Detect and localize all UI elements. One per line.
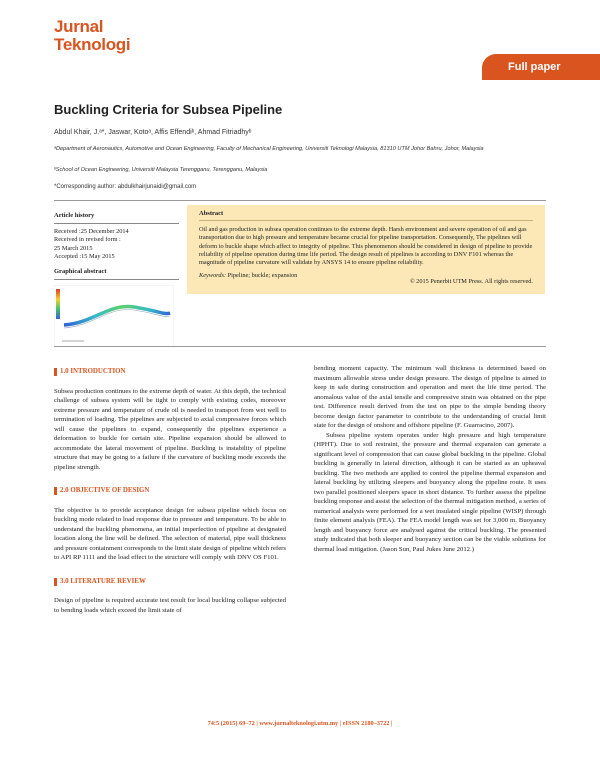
literature-continuation-paragraph: bending moment capacity. The minimum wall thickness is determined based on maximum allowable stress under design pressure. The design of pipeline is aimed to keep in safe during construction and operation and meet the life time period. The anomalous value of the axial tensile and compressive strain was obtained on the pipe test. Difference result derived from the test on pipe to the simple bending theory become design factor parameter to contribute to the understanding of crucial limit state for the design of onshore and offshore pipeline (F. Guarracino, 2007).	[314, 365, 546, 429]
article-history-panel	[54, 212, 179, 347]
abstract-divider	[54, 346, 546, 347]
objective-paragraph: The objective is to provide acceptance design for subsea pipeline which focus on buckling mode related to load response due to pressure and temperature. To be able to understand the buckling phenomena, an initial imperfection of pipeline at designated location along the line will be defined. The selection of material, pipe wall thickness and pressure containment corresponds to the limit state design of pipeline which refers to API RP 1111 and the load effect to the structure will comply with DNV OS F101.	[54, 506, 286, 561]
divider	[199, 220, 533, 221]
journal-name-line1: Jurnal	[54, 17, 104, 36]
abstract-box	[187, 205, 545, 294]
paper-title: Buckling Criteria for Subsea Pipeline	[54, 102, 283, 117]
article-history-heading: Article history	[54, 212, 95, 219]
header-divider	[54, 200, 546, 201]
section-heading-literature: 3.0 LITERATURE REVIEW	[54, 577, 286, 587]
divider	[54, 279, 179, 280]
accepted-date: Accepted :15 May 2015	[54, 252, 115, 260]
section-heading-objective: 2.0 OBJECTIVE OF DESIGN	[54, 486, 286, 496]
introduction-paragraph: Subsea production continues to the extreme depth of water. At this depth, the technical challenge of subsea system will be tight to comply with existing codes, moreover extreme pressure and temperature of crude oil is needed to transport from wet well to termination of loading. The pipelines are subjected to axial compressive forces which will cause the pipelines to expand, consequently the pipelines experience a deformation to buckle for certain site. Pipeline expansion should be allowed to accommodate the lateral movement of pipeline. Buckling is instability of pipeline structure that may be going to a failure if the curvature of buckling mode exceeds the pipeline strength.	[54, 387, 286, 471]
right-column	[314, 364, 546, 554]
copyright-notice: © 2015 Penerbit UTM Press. All rights reserved.	[409, 277, 533, 285]
pipeline-buckling-figure	[54, 285, 174, 347]
paper-authors: Abdul Khair, J.ᵃ*, Jaswar, Kotoᵃ, Affis Effendiᵇ, Ahmad Fitriadhyᵇ	[54, 129, 252, 136]
keywords-label: Keywords:	[199, 272, 227, 280]
divider	[54, 223, 179, 224]
revised-date: 25 March 2015	[54, 244, 93, 252]
literature-paragraph-2: Subsea pipeline system operates under high pressure and high temperature (HPHT). Due to soil restraint, the pressure and thermal expansion can generate a significant level of compression that can cause global buckling in the pipeline. Global buckling is generally in lateral direction, although it can be started as an upheaval buckling. The two methods are applied to control the pipeline thermal expansion and lateral buckling by utilizing sleepers and buoyancy along the pipeline route. It uses two parallel positioned sleepers space in short distance. To further assess the pipeline buckling response and assist the selection of the thermal mitigation method, a series of numerical analysis were performed for a wet insulated single pipeline (WISP) through finite element analysis (FEA). The FEA model length was set for 3,000 m. Buoyancy length and buoyancy force are analysed against the critical buckling. The presented study indicated that both sleeper and buoyancy section can be the viable solutions for thermal load mitigation. (Jason Sun, Paul Jukes June 2012.)	[314, 431, 546, 553]
left-column	[54, 367, 286, 615]
page-footer: 74:5 (2015) 69–72 | www.jurnalteknologi.utm.my | eISSN 2180–3722 |	[207, 720, 393, 727]
graphical-abstract-heading: Graphical abstract	[54, 268, 107, 276]
abstract-text: Oil and gas production in subsea operation continues to the extreme depth. Harsh environment and severe operation of oil and gas transportation due to high pressure and temperature became crucial for pipeline transportation. Consequently, The pipelines will deform to buckle shape which affect to integrity of pipeline. This phenomenon should be considered in design of pipeline to provide reliability of pipeline operation during time life period. The design result of pipelines is according to DNV F101 whereas the magnitude of pipeline curvature will validate by ANSYS 14 to ensure pipeline reliability.	[199, 226, 533, 267]
graphical-abstract-image	[54, 285, 174, 347]
affiliation-a: ᵃDepartment of Aeronautics, Automotive and Ocean Engineering, Faculty of Mechanical Engineering, Universiti Teknologi Malaysia, 81310 UTM Johor Bahru, Johor, Malaysia	[54, 146, 484, 152]
received-date: Received :25 December 2014	[54, 228, 129, 236]
corresponding-author: *Corresponding author: abdulkhairjunaidi@gmail.com	[54, 184, 197, 190]
abstract-heading: Abstract	[199, 210, 224, 217]
section-heading-introduction: 1.0 INTRODUCTION	[54, 367, 286, 377]
full-paper-badge: Full paper	[482, 54, 600, 80]
affiliation-b: ᵇSchool of Ocean Engineering, Universiti Malaysia Terengganu, Terengganu, Malaysia	[54, 167, 268, 173]
journal-logo	[54, 18, 130, 54]
journal-name-line2: Teknologi	[54, 35, 131, 54]
keywords-values: Pipeline; buckle; expansion	[226, 272, 298, 280]
revised-label: Received in revised form :	[54, 236, 121, 244]
literature-paragraph: Design of pipeline is required accurate test result for local buckling collapse subjected to bending loads which exceed the limit state of	[54, 597, 286, 614]
